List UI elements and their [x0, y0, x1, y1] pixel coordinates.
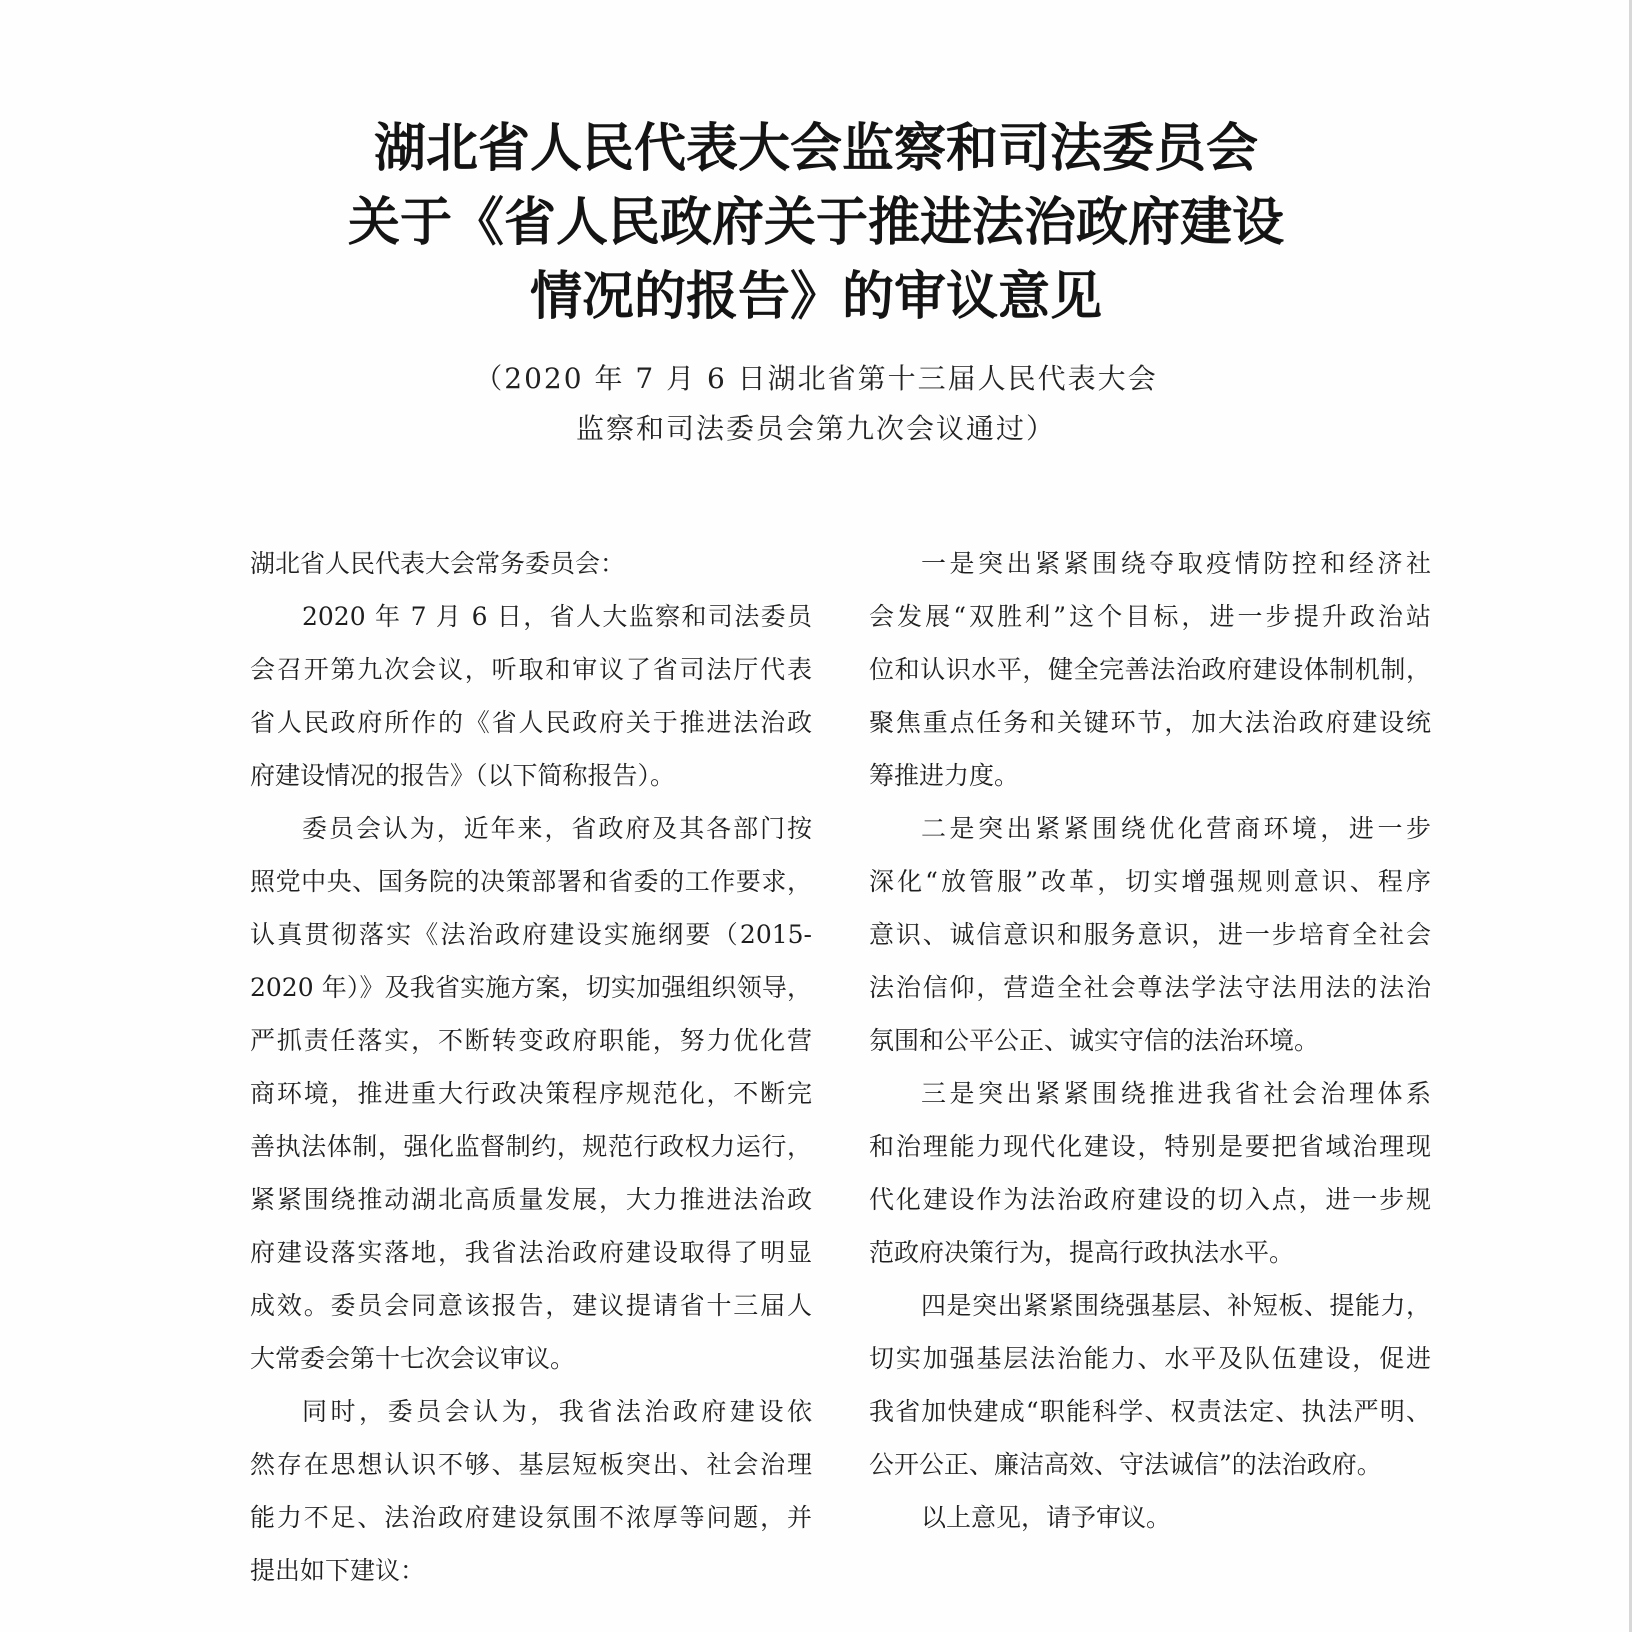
body-line: 四是突出紧紧围绕强基层、补短板、提能力，: [921, 1291, 1431, 1320]
body-line: 大常委会第十七次会议审议。: [250, 1344, 576, 1373]
body-line: 切实加强基层法治能力、水平及队伍建设，促进: [869, 1344, 1431, 1373]
body-line: 公开公正、廉洁高效、守法诚信”的法治政府。: [869, 1450, 1382, 1479]
body-line: 法治信仰，营造全社会尊法学法守法用法的法治: [869, 973, 1431, 1002]
body-line: 紧紧围绕推动湖北高质量发展，大力推进法治政: [250, 1185, 812, 1214]
body-line: 聚焦重点任务和关键环节，加大法治政府建设统: [869, 708, 1431, 737]
body-line: 商环境，推进重大行政决策程序规范化，不断完: [250, 1079, 812, 1108]
body-line: 府建设落实落地，我省法治政府建设取得了明显: [250, 1238, 812, 1267]
document-title: [0, 112, 1632, 334]
closing-line: 以上意见，请予审议。: [921, 1503, 1172, 1532]
body-line: 府建设情况的报告》（以下简称报告）。: [250, 761, 676, 790]
title-line-1: 湖北省人民代表大会监察和司法委员会: [373, 118, 1258, 179]
body-line: 同时，委员会认为，我省法治政府建设依: [302, 1397, 812, 1426]
body-line: 2020 年 7 月 6 日，省人大监察和司法委员: [302, 602, 812, 631]
body-line: 范政府决策行为，提高行政执法水平。: [869, 1238, 1295, 1267]
body-line: 二是突出紧紧围绕优化营商环境，进一步: [921, 814, 1431, 843]
body-line: 然存在思想认识不够、基层短板突出、社会治理: [250, 1450, 812, 1479]
body-line: 会召开第九次会议，听取和审议了省司法厅代表: [250, 655, 812, 684]
body-line: 善执法体制，强化监督制约，规范行政权力运行，: [250, 1132, 812, 1161]
body-line: 意识、诚信意识和服务意识，进一步培育全社会: [869, 920, 1431, 949]
body-line: 三是突出紧紧围绕推进我省社会治理体系: [921, 1079, 1431, 1108]
body-line: 代化建设作为法治政府建设的切入点，进一步规: [869, 1185, 1431, 1214]
subtitle-line-1: （2020 年 7 月 6 日湖北省第十三届人民代表大会: [474, 362, 1158, 395]
title-line-2: 关于《省人民政府关于推进法治政府建设: [347, 192, 1284, 253]
document-subtitle: [0, 354, 1632, 454]
body-line: 2020 年）》及我省实施方案，切实加强组织领导，: [250, 973, 812, 1002]
body-line: 成效。委员会同意该报告，建议提请省十三届人: [250, 1291, 812, 1320]
body-line: 能力不足、法治政府建设氛围不浓厚等问题，并: [250, 1503, 812, 1532]
body-line: 提出如下建议：: [250, 1556, 426, 1585]
body-line: 氛围和公平公正、诚实守信的法治环境。: [869, 1026, 1320, 1055]
body-line: 深化“放管服”改革，切实增强规则意识、程序: [869, 867, 1431, 896]
left-text-column: [250, 537, 812, 1597]
right-text-column: [869, 537, 1431, 1544]
body-line: 一是突出紧紧围绕夺取疫情防控和经济社: [921, 549, 1431, 578]
body-line: 照党中央、国务院的决策部署和省委的工作要求，: [250, 867, 812, 896]
body-line: 严抓责任落实，不断转变政府职能，努力优化营: [250, 1026, 812, 1055]
title-line-3: 情况的报告》的审议意见: [529, 266, 1102, 327]
body-line: 和治理能力现代化建设，特别是要把省域治理现: [869, 1132, 1431, 1161]
body-line: 会发展“双胜利”这个目标，进一步提升政治站: [869, 602, 1431, 631]
body-line: 筹推进力度。: [869, 761, 1020, 790]
body-line: 位和认识水平，健全完善法治政府建设体制机制，: [869, 655, 1431, 684]
salutation-line: 湖北省人民代表大会常务委员会：: [250, 549, 626, 578]
body-line: 省人民政府所作的《省人民政府关于推进法治政: [250, 708, 812, 737]
body-line: 认真贯彻落实《法治政府建设实施纲要（2015-: [250, 920, 812, 949]
body-line: 我省加快建成“职能科学、权责法定、执法严明、: [869, 1397, 1431, 1426]
body-line: 委员会认为，近年来，省政府及其各部门按: [302, 814, 812, 843]
subtitle-line-2: 监察和司法委员会第九次会议通过）: [575, 412, 1056, 445]
